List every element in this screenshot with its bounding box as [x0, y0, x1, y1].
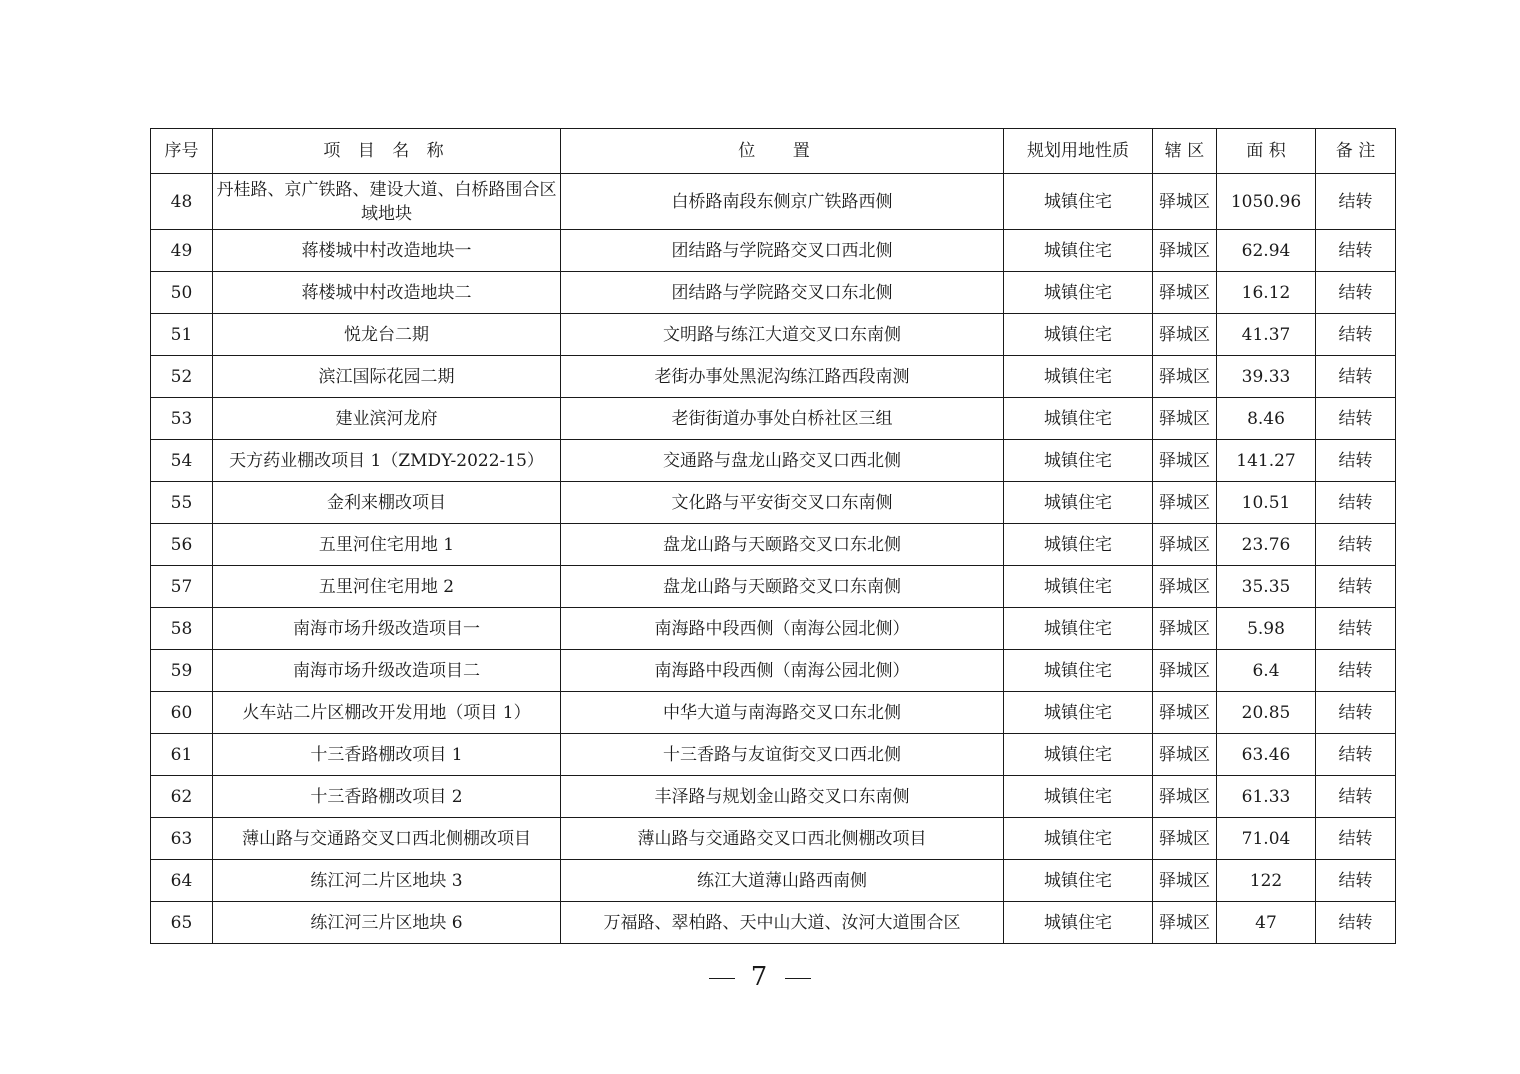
cell-location: 交通路与盘龙山路交叉口西北侧	[561, 440, 1004, 482]
cell-district: 驿城区	[1153, 174, 1217, 230]
cell-name: 南海市场升级改造项目二	[213, 650, 561, 692]
cell-land-use: 城镇住宅	[1004, 174, 1153, 230]
cell-name: 蒋楼城中村改造地块一	[213, 230, 561, 272]
cell-district: 驿城区	[1153, 734, 1217, 776]
cell-land-use: 城镇住宅	[1004, 356, 1153, 398]
cell-land-use: 城镇住宅	[1004, 860, 1153, 902]
cell-district: 驿城区	[1153, 272, 1217, 314]
cell-area: 61.33	[1217, 776, 1316, 818]
cell-district: 驿城区	[1153, 776, 1217, 818]
cell-remark: 结转	[1316, 818, 1396, 860]
table-row	[151, 566, 1396, 608]
cell-remark: 结转	[1316, 174, 1396, 230]
cell-seq: 56	[151, 524, 213, 566]
footer-dash-right	[785, 978, 811, 979]
land-supply-table	[150, 128, 1396, 944]
cell-seq: 61	[151, 734, 213, 776]
header-seq: 序号	[151, 129, 213, 174]
cell-name: 天方药业棚改项目 1（ZMDY-2022-15）	[213, 440, 561, 482]
cell-seq: 63	[151, 818, 213, 860]
cell-area: 5.98	[1217, 608, 1316, 650]
cell-land-use: 城镇住宅	[1004, 566, 1153, 608]
cell-seq: 53	[151, 398, 213, 440]
cell-name: 五里河住宅用地 2	[213, 566, 561, 608]
table-row	[151, 860, 1396, 902]
table-row	[151, 776, 1396, 818]
cell-district: 驿城区	[1153, 398, 1217, 440]
table-row	[151, 174, 1396, 230]
cell-district: 驿城区	[1153, 314, 1217, 356]
cell-remark: 结转	[1316, 230, 1396, 272]
cell-remark: 结转	[1316, 860, 1396, 902]
footer-dash-left	[709, 978, 735, 979]
table-row	[151, 398, 1396, 440]
cell-name: 蒋楼城中村改造地块二	[213, 272, 561, 314]
header-land-use: 规划用地性质	[1004, 129, 1153, 174]
cell-seq: 48	[151, 174, 213, 230]
cell-remark: 结转	[1316, 776, 1396, 818]
cell-area: 6.4	[1217, 650, 1316, 692]
cell-name: 薄山路与交通路交叉口西北侧棚改项目	[213, 818, 561, 860]
cell-district: 驿城区	[1153, 230, 1217, 272]
table-row	[151, 818, 1396, 860]
cell-district: 驿城区	[1153, 566, 1217, 608]
cell-district: 驿城区	[1153, 524, 1217, 566]
cell-remark: 结转	[1316, 314, 1396, 356]
cell-land-use: 城镇住宅	[1004, 734, 1153, 776]
cell-land-use: 城镇住宅	[1004, 440, 1153, 482]
cell-land-use: 城镇住宅	[1004, 230, 1153, 272]
cell-land-use: 城镇住宅	[1004, 902, 1153, 944]
cell-land-use: 城镇住宅	[1004, 314, 1153, 356]
cell-seq: 49	[151, 230, 213, 272]
cell-name: 悦龙台二期	[213, 314, 561, 356]
cell-name: 金利来棚改项目	[213, 482, 561, 524]
table-row	[151, 734, 1396, 776]
cell-area: 41.37	[1217, 314, 1316, 356]
table-row	[151, 902, 1396, 944]
cell-district: 驿城区	[1153, 650, 1217, 692]
cell-area: 16.12	[1217, 272, 1316, 314]
cell-remark: 结转	[1316, 272, 1396, 314]
table-header-row	[151, 129, 1396, 174]
cell-district: 驿城区	[1153, 902, 1217, 944]
cell-area: 122	[1217, 860, 1316, 902]
page-footer	[0, 962, 1520, 992]
cell-location: 万福路、翠柏路、天中山大道、汝河大道围合区	[561, 902, 1004, 944]
cell-area: 8.46	[1217, 398, 1316, 440]
cell-district: 驿城区	[1153, 692, 1217, 734]
cell-location: 文明路与练江大道交叉口东南侧	[561, 314, 1004, 356]
cell-location: 团结路与学院路交叉口东北侧	[561, 272, 1004, 314]
cell-location: 南海路中段西侧（南海公园北侧）	[561, 650, 1004, 692]
cell-area: 71.04	[1217, 818, 1316, 860]
cell-area: 10.51	[1217, 482, 1316, 524]
table-row	[151, 524, 1396, 566]
cell-land-use: 城镇住宅	[1004, 692, 1153, 734]
cell-remark: 结转	[1316, 524, 1396, 566]
cell-name: 五里河住宅用地 1	[213, 524, 561, 566]
cell-district: 驿城区	[1153, 818, 1217, 860]
cell-seq: 55	[151, 482, 213, 524]
cell-name: 丹桂路、京广铁路、建设大道、白桥路围合区域地块	[213, 174, 561, 230]
cell-land-use: 城镇住宅	[1004, 818, 1153, 860]
table-body	[151, 174, 1396, 944]
cell-seq: 51	[151, 314, 213, 356]
cell-seq: 52	[151, 356, 213, 398]
cell-remark: 结转	[1316, 440, 1396, 482]
cell-location: 老街街道办事处白桥社区三组	[561, 398, 1004, 440]
cell-seq: 54	[151, 440, 213, 482]
table-row	[151, 272, 1396, 314]
cell-area: 62.94	[1217, 230, 1316, 272]
cell-location: 盘龙山路与天颐路交叉口东南侧	[561, 566, 1004, 608]
cell-name: 南海市场升级改造项目一	[213, 608, 561, 650]
header-remark: 备 注	[1316, 129, 1396, 174]
cell-land-use: 城镇住宅	[1004, 776, 1153, 818]
cell-location: 十三香路与友谊街交叉口西北侧	[561, 734, 1004, 776]
table-row	[151, 482, 1396, 524]
cell-seq: 65	[151, 902, 213, 944]
cell-land-use: 城镇住宅	[1004, 608, 1153, 650]
header-location: 位 置	[561, 129, 1004, 174]
cell-district: 驿城区	[1153, 482, 1217, 524]
cell-seq: 62	[151, 776, 213, 818]
table-row	[151, 314, 1396, 356]
cell-remark: 结转	[1316, 902, 1396, 944]
cell-name: 十三香路棚改项目 1	[213, 734, 561, 776]
cell-seq: 64	[151, 860, 213, 902]
cell-remark: 结转	[1316, 356, 1396, 398]
cell-name: 滨江国际花园二期	[213, 356, 561, 398]
table-row	[151, 356, 1396, 398]
cell-location: 中华大道与南海路交叉口东北侧	[561, 692, 1004, 734]
cell-remark: 结转	[1316, 650, 1396, 692]
cell-land-use: 城镇住宅	[1004, 272, 1153, 314]
cell-land-use: 城镇住宅	[1004, 482, 1153, 524]
page-number: 7	[750, 962, 770, 992]
cell-seq: 59	[151, 650, 213, 692]
cell-district: 驿城区	[1153, 440, 1217, 482]
cell-remark: 结转	[1316, 482, 1396, 524]
cell-seq: 50	[151, 272, 213, 314]
cell-area: 63.46	[1217, 734, 1316, 776]
cell-seq: 57	[151, 566, 213, 608]
cell-district: 驿城区	[1153, 608, 1217, 650]
cell-location: 薄山路与交通路交叉口西北侧棚改项目	[561, 818, 1004, 860]
cell-location: 盘龙山路与天颐路交叉口东北侧	[561, 524, 1004, 566]
cell-remark: 结转	[1316, 734, 1396, 776]
cell-name: 练江河二片区地块 3	[213, 860, 561, 902]
cell-location: 老街办事处黑泥沟练江路西段南测	[561, 356, 1004, 398]
cell-location: 丰泽路与规划金山路交叉口东南侧	[561, 776, 1004, 818]
cell-district: 驿城区	[1153, 356, 1217, 398]
cell-remark: 结转	[1316, 608, 1396, 650]
cell-location: 南海路中段西侧（南海公园北侧）	[561, 608, 1004, 650]
cell-location: 团结路与学院路交叉口西北侧	[561, 230, 1004, 272]
table-row	[151, 650, 1396, 692]
cell-area: 1050.96	[1217, 174, 1316, 230]
cell-remark: 结转	[1316, 398, 1396, 440]
cell-area: 35.35	[1217, 566, 1316, 608]
cell-remark: 结转	[1316, 566, 1396, 608]
header-name: 项 目 名 称	[213, 129, 561, 174]
cell-name: 十三香路棚改项目 2	[213, 776, 561, 818]
table-row	[151, 440, 1396, 482]
cell-location: 文化路与平安街交叉口东南侧	[561, 482, 1004, 524]
cell-location: 白桥路南段东侧京广铁路西侧	[561, 174, 1004, 230]
cell-land-use: 城镇住宅	[1004, 398, 1153, 440]
cell-area: 141.27	[1217, 440, 1316, 482]
table-row	[151, 608, 1396, 650]
cell-seq: 58	[151, 608, 213, 650]
header-area: 面 积	[1217, 129, 1316, 174]
cell-district: 驿城区	[1153, 860, 1217, 902]
cell-land-use: 城镇住宅	[1004, 524, 1153, 566]
cell-area: 23.76	[1217, 524, 1316, 566]
cell-area: 39.33	[1217, 356, 1316, 398]
cell-remark: 结转	[1316, 692, 1396, 734]
cell-area: 47	[1217, 902, 1316, 944]
table-row	[151, 692, 1396, 734]
header-district: 辖 区	[1153, 129, 1217, 174]
table-row	[151, 230, 1396, 272]
cell-location: 练江大道薄山路西南侧	[561, 860, 1004, 902]
cell-name: 建业滨河龙府	[213, 398, 561, 440]
cell-land-use: 城镇住宅	[1004, 650, 1153, 692]
cell-name: 火车站二片区棚改开发用地（项目 1）	[213, 692, 561, 734]
cell-area: 20.85	[1217, 692, 1316, 734]
cell-name: 练江河三片区地块 6	[213, 902, 561, 944]
cell-seq: 60	[151, 692, 213, 734]
